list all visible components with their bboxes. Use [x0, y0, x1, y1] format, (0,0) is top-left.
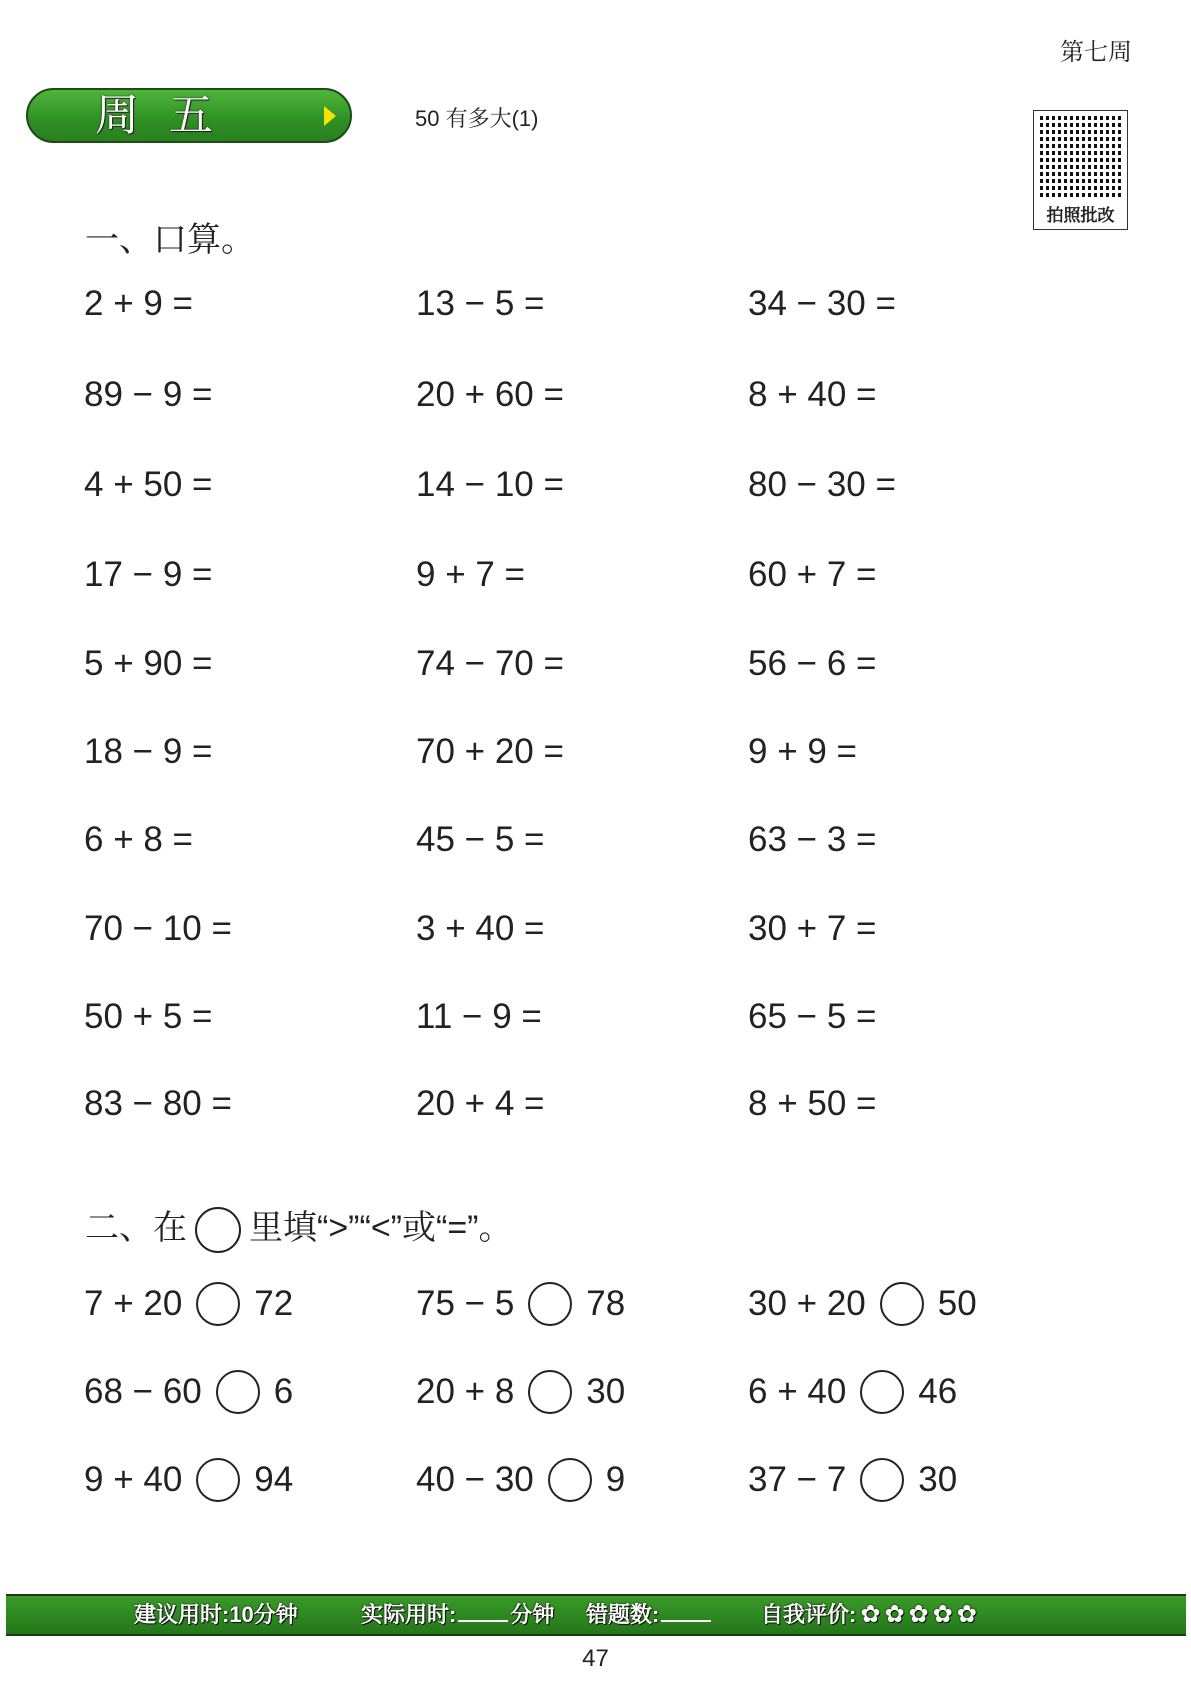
equation: 80 − 30 =	[748, 465, 896, 504]
equation: 50 + 5 =	[84, 997, 213, 1036]
comparison-left: 30 + 20	[748, 1284, 866, 1323]
lesson-title: 50 有多大(1)	[415, 106, 539, 131]
equation: 9 + 7 =	[416, 555, 525, 594]
answer-circle[interactable]	[196, 1458, 240, 1502]
flower-rating-icon[interactable]: ✿	[884, 1601, 905, 1628]
errors-blank[interactable]	[661, 1600, 711, 1622]
equation: 70 + 20 =	[416, 732, 564, 771]
suggested-time: 建议用时:10分钟	[134, 1602, 298, 1627]
comparison-item	[84, 1370, 293, 1414]
comparison-left: 6 + 40	[748, 1372, 847, 1411]
answer-circle[interactable]	[860, 1458, 904, 1502]
qr-code-icon	[1040, 116, 1121, 197]
equation: 8 + 40 =	[748, 375, 877, 414]
comparison-item	[748, 1370, 957, 1414]
comparison-left: 7 + 20	[84, 1284, 183, 1323]
comparison-right: 30	[918, 1460, 958, 1499]
comparison-item	[416, 1282, 625, 1326]
section1-title: 一、口算。	[85, 221, 255, 259]
page-number: 47	[582, 1645, 609, 1672]
actual-time-unit: 分钟	[510, 1602, 555, 1627]
flower-rating-icon[interactable]: ✿	[860, 1601, 881, 1628]
comparison-right: 94	[254, 1460, 294, 1499]
comparison-left: 68 − 60	[84, 1372, 202, 1411]
equation: 13 − 5 =	[416, 284, 545, 323]
equation: 8 + 50 =	[748, 1084, 877, 1123]
answer-circle[interactable]	[196, 1282, 240, 1326]
answer-circle[interactable]	[528, 1282, 572, 1326]
equation: 17 − 9 =	[84, 555, 213, 594]
comparison-right: 50	[937, 1284, 977, 1323]
week-label: 第七周	[1060, 39, 1132, 66]
equation: 34 − 30 =	[748, 284, 896, 323]
answer-circle[interactable]	[528, 1370, 572, 1414]
footer-bar	[6, 1594, 1186, 1636]
equation: 14 − 10 =	[416, 465, 564, 504]
day-label: 周五	[95, 90, 243, 141]
comparison-right: 46	[918, 1372, 958, 1411]
section2-title	[85, 1200, 513, 1253]
comparison-left: 37 − 7	[748, 1460, 847, 1499]
comparison-right: 30	[586, 1372, 626, 1411]
equation: 11 − 9 =	[416, 997, 542, 1036]
errors-label: 错题数:	[586, 1602, 660, 1627]
comparison-item	[84, 1458, 293, 1502]
equation: 5 + 90 =	[84, 644, 213, 683]
equation: 30 + 7 =	[748, 909, 877, 948]
equation: 6 + 8 =	[84, 820, 193, 859]
comparison-item	[416, 1458, 625, 1502]
flower-rating-icon[interactable]: ✿	[956, 1601, 977, 1628]
actual-time-blank[interactable]	[458, 1600, 508, 1622]
comparison-left: 9 + 40	[84, 1460, 183, 1499]
equation: 9 + 9 =	[748, 732, 857, 771]
equation: 74 − 70 =	[416, 644, 564, 683]
equation: 83 − 80 =	[84, 1084, 232, 1123]
equation: 56 − 6 =	[748, 644, 877, 683]
qr-code[interactable]	[1033, 110, 1128, 230]
section2-title-before: 二、在	[85, 1209, 187, 1247]
self-eval-label: 自我评价:	[761, 1602, 857, 1627]
actual-time-label: 实际用时:	[361, 1602, 457, 1627]
section2-title-after: 里填“>”“<”或“=”。	[249, 1209, 513, 1247]
equation: 20 + 60 =	[416, 375, 564, 414]
comparison-item	[416, 1370, 625, 1414]
comparison-item	[84, 1282, 293, 1326]
comparison-item	[748, 1282, 977, 1326]
equation: 4 + 50 =	[84, 465, 213, 504]
equation: 18 − 9 =	[84, 732, 213, 771]
equation: 60 + 7 =	[748, 555, 877, 594]
errors	[586, 1596, 713, 1634]
equation: 20 + 4 =	[416, 1084, 545, 1123]
equation: 45 − 5 =	[416, 820, 545, 859]
answer-circle[interactable]	[548, 1458, 592, 1502]
comparison-left: 75 − 5	[416, 1284, 515, 1323]
answer-circle[interactable]	[216, 1370, 260, 1414]
equation: 63 − 3 =	[748, 820, 877, 859]
comparison-left: 20 + 8	[416, 1372, 515, 1411]
flower-rating-icon[interactable]: ✿	[932, 1601, 953, 1628]
comparison-left: 40 − 30	[416, 1460, 534, 1499]
comparison-item	[748, 1458, 957, 1502]
comparison-right: 9	[605, 1460, 626, 1499]
comparison-right: 72	[254, 1284, 294, 1323]
answer-circle[interactable]	[860, 1370, 904, 1414]
self-eval	[761, 1596, 977, 1634]
actual-time	[361, 1596, 554, 1634]
equation: 89 − 9 =	[84, 375, 213, 414]
qr-caption: 拍照批改	[1046, 206, 1115, 225]
comparison-right: 6	[273, 1372, 294, 1411]
circle-icon	[195, 1207, 241, 1253]
flower-rating-icon[interactable]: ✿	[908, 1601, 929, 1628]
equation: 65 − 5 =	[748, 997, 877, 1036]
equation: 70 − 10 =	[84, 909, 232, 948]
equation: 2 + 9 =	[84, 284, 193, 323]
answer-circle[interactable]	[880, 1282, 924, 1326]
arrow-icon	[324, 106, 336, 126]
comparison-right: 78	[586, 1284, 626, 1323]
equation: 3 + 40 =	[416, 909, 545, 948]
day-banner	[26, 88, 352, 143]
flower-rating	[856, 1602, 977, 1627]
